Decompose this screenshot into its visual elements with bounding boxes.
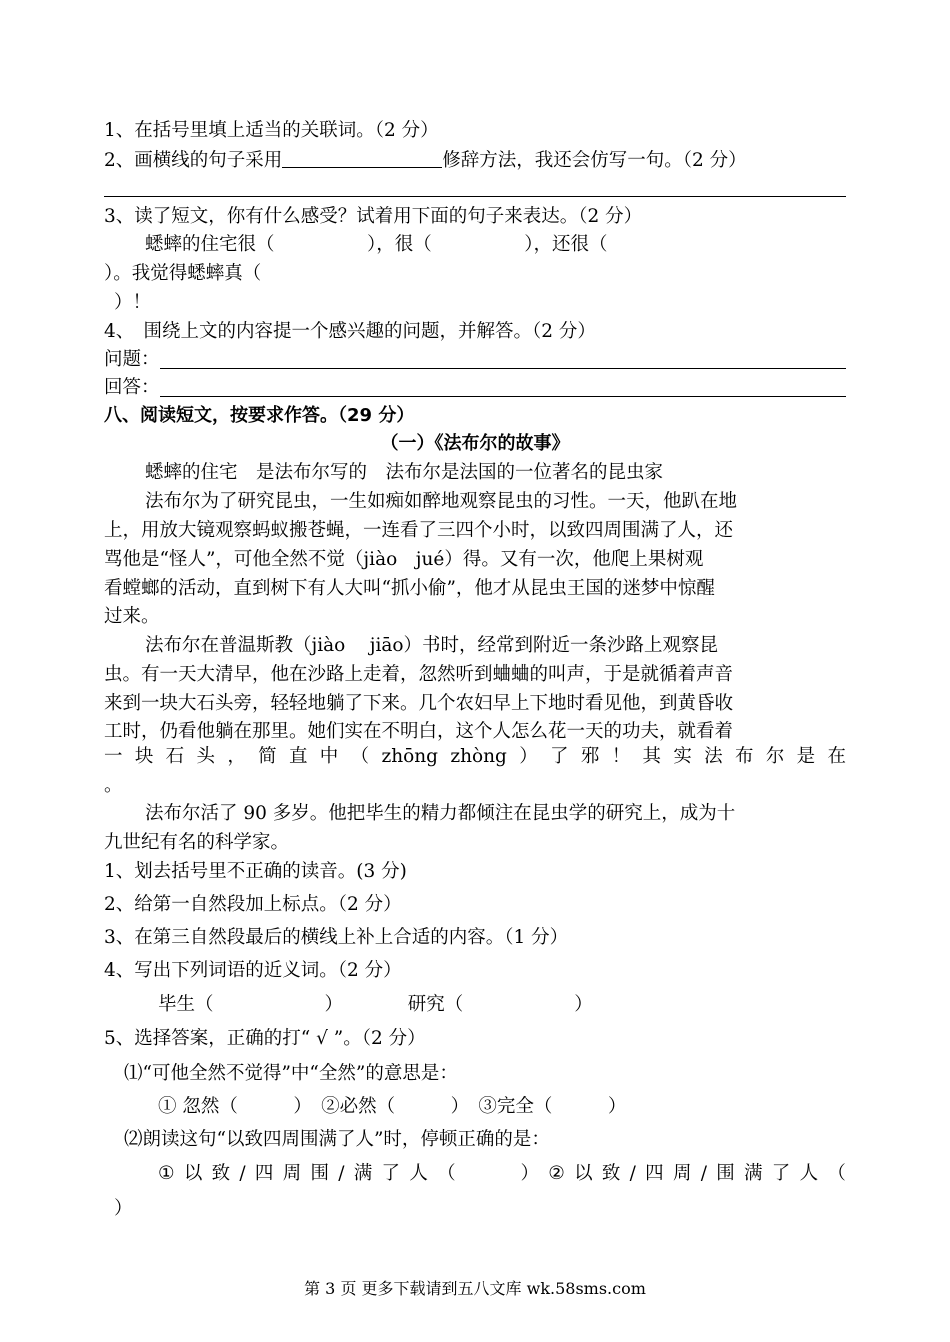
question-line[interactable] xyxy=(160,368,846,369)
option-char xyxy=(465,1162,484,1186)
paragraph-2-line: 上，用放大镜观察蚂蚁搬苍蝇，一连看了三四个小时，以致四周围满了人，还 xyxy=(104,520,734,541)
paragraph-2-line: 看螳螂的活动，直到树下有人大叫“抓小偷”，他才从昆虫王国的迷梦中惊醒 xyxy=(104,578,715,599)
sub-question-2: ⑵朗读这句“以致四周围满了人”时，停顿正确的是： xyxy=(124,1129,550,1150)
text-char: 邪 xyxy=(580,746,600,767)
option-char: （ xyxy=(827,1163,846,1184)
paragraph-2-line: 过来。 xyxy=(104,606,160,627)
paragraph-3-line: 。 xyxy=(104,775,123,796)
option-char: / xyxy=(700,1163,707,1184)
paragraph-4-line: 法布尔活了 90 多岁。他把毕生的精力都倾注在昆虫学的研究上，成为十 xyxy=(145,803,736,824)
text-char: 是 xyxy=(796,746,816,767)
text-char: 了 xyxy=(550,746,569,767)
question-2 xyxy=(104,149,747,173)
option-char: 以 xyxy=(574,1163,593,1184)
text-char: （ xyxy=(350,746,370,767)
option-char: 围 xyxy=(310,1163,329,1184)
answer-label: 回答： xyxy=(104,377,160,398)
option-char: ② xyxy=(548,1163,565,1184)
option-char: 周 xyxy=(672,1163,692,1184)
question-1: 1、在括号里填上适当的关联词。（2 分） xyxy=(104,120,439,141)
option-char: 人 xyxy=(799,1163,819,1184)
text-char: 一 xyxy=(104,746,123,767)
question-3-line-3: ）！ xyxy=(114,292,152,313)
story-question-5: 5、选择答案，正确的打“ √ ”。（2 分） xyxy=(104,1028,426,1049)
text-char: 头 xyxy=(196,746,215,767)
page-footer: 第 3 页 更多下载请到五八文库 wk.58sms.com xyxy=(304,1279,646,1298)
story-question-4: 4、写出下列词语的近义词。（2 分） xyxy=(104,960,402,981)
text-char: 其 xyxy=(642,746,662,767)
paragraph-1: 蟋蟀的住宅 是法布尔写的 法布尔是法国的一位著名的昆虫家 xyxy=(145,462,664,483)
question-2-text-a: 2、画横线的句子采用 xyxy=(104,150,283,171)
sub-question-2-close: ） xyxy=(114,1198,133,1219)
option-char: 满 xyxy=(353,1163,373,1184)
text-char: 在 xyxy=(827,746,846,767)
text-char: zhòng xyxy=(450,746,507,767)
section-heading: 八、阅读短文，按要求作答。（29 分） xyxy=(104,405,415,426)
paragraph-2-line: 骂他是“怪人”，可他全然不觉（jiào jué）得。又有一次，他爬上果树观 xyxy=(104,549,704,570)
paragraph-3-line: 虫。有一天大清早，他在沙路上走着，忽然听到蛐蛐的叫声，于是就循着声音 xyxy=(104,664,734,685)
synonym-items[interactable]: 毕生（ ） 研究（ ） xyxy=(158,994,593,1015)
option-char: / xyxy=(239,1163,246,1184)
question-3-line-1: 蟋蟀的住宅很（ ），很（ ），还很（ xyxy=(145,234,608,255)
option-char: 以 xyxy=(183,1163,203,1184)
option-char: ① xyxy=(158,1163,175,1184)
option-char: 四 xyxy=(254,1163,274,1184)
option-char: 满 xyxy=(744,1163,763,1184)
option-char: 了 xyxy=(381,1163,401,1184)
text-char: 尔 xyxy=(765,746,785,767)
option-char: / xyxy=(338,1163,345,1184)
option-char: / xyxy=(629,1163,636,1184)
text-char: 法 xyxy=(704,746,723,767)
option-char: 四 xyxy=(645,1163,664,1184)
text-char: zhōng xyxy=(381,746,439,767)
story-title: （一）《法布尔的故事》 xyxy=(380,433,570,454)
text-char: ） xyxy=(519,746,538,767)
text-char: ！ xyxy=(611,746,631,767)
sub-question-1-options[interactable]: ① 忽然（ ） ②必然（ ） ③完全（ ） xyxy=(158,1096,627,1117)
paragraph-3-line: 法布尔在普温斯教（jiào jiāo）书时，经常到附近一条沙路上观察昆 xyxy=(145,635,719,656)
question-label: 问题： xyxy=(104,349,160,370)
text-char: 布 xyxy=(735,746,754,767)
text-char: 中 xyxy=(319,746,339,767)
paragraph-4-line: 九世纪有名的科学家。 xyxy=(104,832,290,853)
option-char: 致 xyxy=(601,1163,621,1184)
text-char: ， xyxy=(227,746,246,767)
option-char: ） xyxy=(520,1163,539,1184)
story-question-3: 3、在第三自然段最后的横线上补上合适的内容。（1 分） xyxy=(104,927,569,948)
paragraph-3-line: 来到一块大石头旁，轻轻地躺了下来。几个农妇早上下地时看见他，到黄昏收 xyxy=(104,693,734,714)
text-char: 石 xyxy=(165,746,185,767)
paragraph-3-line: 工时，仍看他躺在那里。她们实在不明白，这个人怎么花一天的功夫，就看着 xyxy=(104,721,734,742)
answer-blank[interactable] xyxy=(282,149,442,168)
text-char: 块 xyxy=(134,746,154,767)
story-question-1: 1、划去括号里不正确的读音。(3 分) xyxy=(104,861,407,882)
option-char: （ xyxy=(437,1163,456,1184)
option-char: 围 xyxy=(716,1163,735,1184)
sub-question-2-options[interactable] xyxy=(158,1162,846,1186)
sub-question-1: ⑴“可他全然不觉得”中“全然”的意思是： xyxy=(124,1063,458,1084)
question-3-line-2: ）。我觉得蟋蟀真（ xyxy=(104,263,262,284)
option-char: 了 xyxy=(771,1163,791,1184)
story-question-2: 2、给第一自然段加上标点。（2 分） xyxy=(104,894,402,915)
question-2-text-b: 修辞方法，我还会仿写一句。（2 分） xyxy=(442,150,747,171)
answer-line[interactable] xyxy=(104,196,846,197)
answer-line[interactable] xyxy=(160,396,846,397)
question-4: 4、 围绕上文的内容提一个感兴趣的问题，并解答。（2 分） xyxy=(104,321,596,342)
paragraph-2-line: 法布尔为了研究昆虫，一生如痴如醉地观察昆虫的习性。一天，他趴在地 xyxy=(145,491,738,512)
text-char: 直 xyxy=(288,746,308,767)
option-char xyxy=(493,1162,512,1186)
text-char: 简 xyxy=(258,746,277,767)
text-char: 实 xyxy=(673,746,692,767)
option-char: 致 xyxy=(211,1163,231,1184)
option-char: 周 xyxy=(282,1163,302,1184)
option-char: 人 xyxy=(409,1163,428,1184)
paragraph-3-justified-line xyxy=(104,745,846,769)
question-3: 3、读了短文，你有什么感受？试着用下面的句子来表达。（2 分） xyxy=(104,206,643,227)
